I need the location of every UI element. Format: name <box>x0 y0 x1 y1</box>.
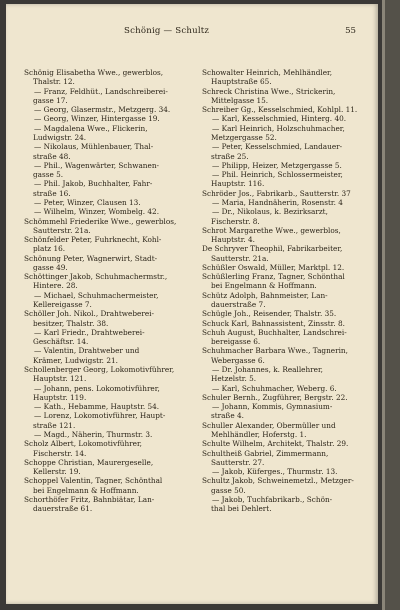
directory-entry-line: Schöller Joh. Nikol., Drahtweberei- <box>24 309 154 319</box>
directory-entry-line: — Michael, Schuhmachermeister, <box>34 290 159 300</box>
entry-continuation-line: Sautterstr. 21a. <box>33 225 91 235</box>
directory-entry-line: Schoppe Christian, Maurergeselle, <box>24 457 154 467</box>
entry-continuation-line: bereigasse 6. <box>211 337 261 347</box>
entry-continuation-line: Hauptstraße 65. <box>211 77 272 87</box>
entry-continuation-line: thal bei Dehlert. <box>211 504 272 514</box>
entry-continuation-line: Hintere. 28. <box>33 281 78 291</box>
entry-continuation-line: platz 16. <box>33 244 66 254</box>
running-title: Schönig — Schultz <box>124 26 210 36</box>
entry-continuation-line: Hetzelstr. 5. <box>211 374 257 384</box>
directory-entry-line: Schuhmacher Barbara Wwe., Tagnerin, <box>202 346 348 356</box>
directory-entry-line: Schreiber Gg., Kesselschmied, Kohlpl. 11. <box>202 105 358 115</box>
directory-entry-line: — Karl Friedr., Drahtweberei- <box>34 327 145 337</box>
directory-entry-line: Schuh August, Buchhalter, Landschrei- <box>202 327 347 337</box>
directory-entry-line: — Lorenz, Lokomotivführer, Haupt- <box>34 411 166 421</box>
directory-entry-line: — Dr., Nikolaus, k. Bezirksarzt, <box>212 207 328 217</box>
directory-entry-line: — Philipp, Heizer, Metzgergasse 5. <box>212 160 342 170</box>
page-number: 55 <box>345 26 356 36</box>
directory-entry-line: Schorthöfer Fritz, Bahnbiätar, Lan- <box>24 494 155 504</box>
entry-continuation-line: Metzgergasse 52. <box>211 132 277 142</box>
directory-entry-line: Schuck Karl, Bahnassistent, Zinsstr. 8. <box>202 318 345 328</box>
directory-entry-line: Schröder Jos., Fabrikarb., Sautterstr. 37 <box>202 188 351 198</box>
directory-entry-line: Schütz Adolph, Bahnmeister, Lan- <box>202 290 328 300</box>
directory-entry-line: Schultheiß Gabriel, Zimmermann, <box>202 448 329 458</box>
right-column <box>202 68 370 514</box>
book-edge <box>382 0 400 610</box>
page-header <box>6 26 378 40</box>
directory-entry-line: — Wilhelm, Winzer, Wombelg. 42. <box>34 207 160 217</box>
directory-entry-line: — Peter, Winzer, Clausen 13. <box>34 197 141 207</box>
directory-entry-line: — Franz, Feldhüt., Landschreiberei- <box>34 86 168 96</box>
directory-entry-line: Schüßlerling Franz, Tagner, Schönthal <box>202 272 345 282</box>
entry-continuation-line: gasse 17. <box>33 95 68 105</box>
directory-entry-line: Scholz Albert, Lokomotivführer, <box>24 439 142 449</box>
directory-entry-line: — Jakob, Küferges., Thurmstr. 13. <box>212 467 338 477</box>
directory-entry-line: Schowalter Heinrich, Mehlhändler, <box>202 68 333 77</box>
directory-entry-line: De Schryver Theophil, Fabrikarbeiter, <box>202 244 343 254</box>
directory-entry-line: — Kath., Hebamme, Hauptstr. 54. <box>34 402 160 412</box>
entry-continuation-line: Webergasse 6. <box>211 355 265 365</box>
directory-entry-line: Schönfelder Peter, Fuhrknecht, Kohl- <box>24 235 162 245</box>
directory-entry-line: — Valentin, Drahtweber und <box>34 346 140 356</box>
left-column <box>24 68 192 514</box>
directory-entry-line: — Karl, Schuhmacher, Weberg. 6. <box>212 383 337 393</box>
directory-entry-line: — Nikolaus, Mühlenbauer, Thal- <box>34 142 154 152</box>
directory-entry-line: — Maria, Handnäherin, Rosenstr. 4 <box>212 197 343 207</box>
entry-continuation-line: Fischerstr. 8. <box>211 216 260 226</box>
directory-entry-line: Schönig Elisabetha Wwe., gewerblos, <box>24 68 164 77</box>
directory-page <box>6 4 378 604</box>
entry-continuation-line: gasse 5. <box>33 170 64 180</box>
directory-entry-line: Schönung Peter, Wagnerwirt, Stadt- <box>24 253 158 263</box>
directory-entry-line: — Karl Heinrich, Holzschuhmacher, <box>212 123 345 133</box>
entry-continuation-line: straße 121. <box>33 420 76 430</box>
entry-continuation-line: Sautterstr. 27. <box>211 457 265 467</box>
entry-continuation-line: Mehlhändler, Hoferstg. 1. <box>211 429 307 439</box>
directory-entry-line: Schulte Wilhelm, Architekt, Thalstr. 29. <box>202 439 349 449</box>
directory-entry-line: — Phil. Heinrich, Schlossermeister, <box>212 170 343 180</box>
entry-continuation-line: Hauptstr. 116. <box>211 179 265 189</box>
directory-entry-line: Schügle Joh., Reisender, Thalstr. 35. <box>202 309 337 319</box>
directory-entry-line: Schultz Jakob, Schweinemetzl., Metzger- <box>202 476 354 486</box>
entry-continuation-line: gasse 49. <box>33 262 68 272</box>
entry-continuation-line: bei Engelmann & Hoffmann. <box>211 281 317 291</box>
entry-continuation-line: dauerstraße 7. <box>211 300 266 310</box>
entry-continuation-line: Thalstr. 12. <box>33 77 75 87</box>
directory-entry-line: — Phil., Wagenwärter, Schwanen- <box>34 160 159 170</box>
entry-continuation-line: Hauptstr. 121. <box>33 374 87 384</box>
entry-continuation-line: straße 48. <box>33 151 71 161</box>
entry-continuation-line: Sautterstr. 21a. <box>211 253 269 263</box>
entry-continuation-line: Ludwigstr. 24. <box>33 132 87 142</box>
directory-entry-line: — Georg, Glasermstr., Metzgerg. 34. <box>34 105 171 115</box>
entry-continuation-line: Fischerstr. 14. <box>33 448 87 458</box>
directory-entry-line: — Karl, Kesselschmied, Hinterg. 40. <box>212 114 347 124</box>
directory-entry-line: — Jakob, Tuchfabrikarb., Schön- <box>212 494 333 504</box>
entry-continuation-line: Kellerstr. 19. <box>33 467 81 477</box>
directory-entry-line: Schrot Margarethe Wwe., gewerblos, <box>202 225 341 235</box>
entry-continuation-line: Geschäftsr. 14. <box>33 337 89 347</box>
entry-continuation-line: Hauptstr. 4. <box>211 235 255 245</box>
entry-continuation-line: Krämer, Ludwigstr. 21. <box>33 355 118 365</box>
entry-continuation-line: Mittelgasse 15. <box>211 95 269 105</box>
entry-continuation-line: bei Engelmann & Hoffmann. <box>33 485 139 495</box>
entry-continuation-line: dauerstraße 61. <box>33 504 93 514</box>
directory-entry-line: — Johann, Kommis, Gymnasium- <box>212 402 333 412</box>
entry-continuation-line: straße 4. <box>211 411 244 421</box>
directory-entry-line: Schuler Bernh., Zugführer, Bergstr. 22. <box>202 392 348 402</box>
entry-continuation-line: straße 16. <box>33 188 71 198</box>
entry-continuation-line: straße 25. <box>211 151 249 161</box>
directory-entry-line: Schoppel Valentin, Tagner, Schönthal <box>24 476 163 486</box>
entry-continuation-line: Kellereigasse 7. <box>33 300 92 310</box>
directory-entry-line: Schollenberger Georg, Lokomotivführer, <box>24 365 175 374</box>
directory-entry-line: — Phil. Jakob, Buchhalter, Fahr- <box>34 179 153 189</box>
directory-entry-line: Schüßler Oswald, Müller, Marktpl. 12. <box>202 262 345 272</box>
entry-continuation-line: besitzer, Thalstr. 38. <box>33 318 109 328</box>
directory-entry-line: — Magd., Näherin, Thurmstr. 3. <box>34 429 153 439</box>
entry-continuation-line: Hauptstr. 119. <box>33 392 87 402</box>
directory-entry-line: Schreck Christina Wwe., Strickerin, <box>202 86 336 96</box>
directory-entry-line: Schöttinger Jakob, Schuhmachermstr., <box>24 272 168 282</box>
entry-continuation-line: gasse 50. <box>211 485 246 495</box>
directory-entry-line: Schuller Alexander, Obermüller und <box>202 420 336 430</box>
directory-entry-line: Schömmehl Friederike Wwe., gewerblos, <box>24 216 177 226</box>
directory-entry-line: — Johann, pens. Lokomotivführer, <box>34 383 160 393</box>
directory-entry-line: — Dr. Johannes, k. Reallehrer, <box>212 365 323 374</box>
directory-entry-line: — Magdalena Wwe., Flickerin, <box>34 123 148 133</box>
directory-entry-line: — Peter, Kesselschmied, Landauer- <box>212 142 343 152</box>
directory-entry-line: — Georg, Winzer, Hintergasse 19. <box>34 114 160 124</box>
